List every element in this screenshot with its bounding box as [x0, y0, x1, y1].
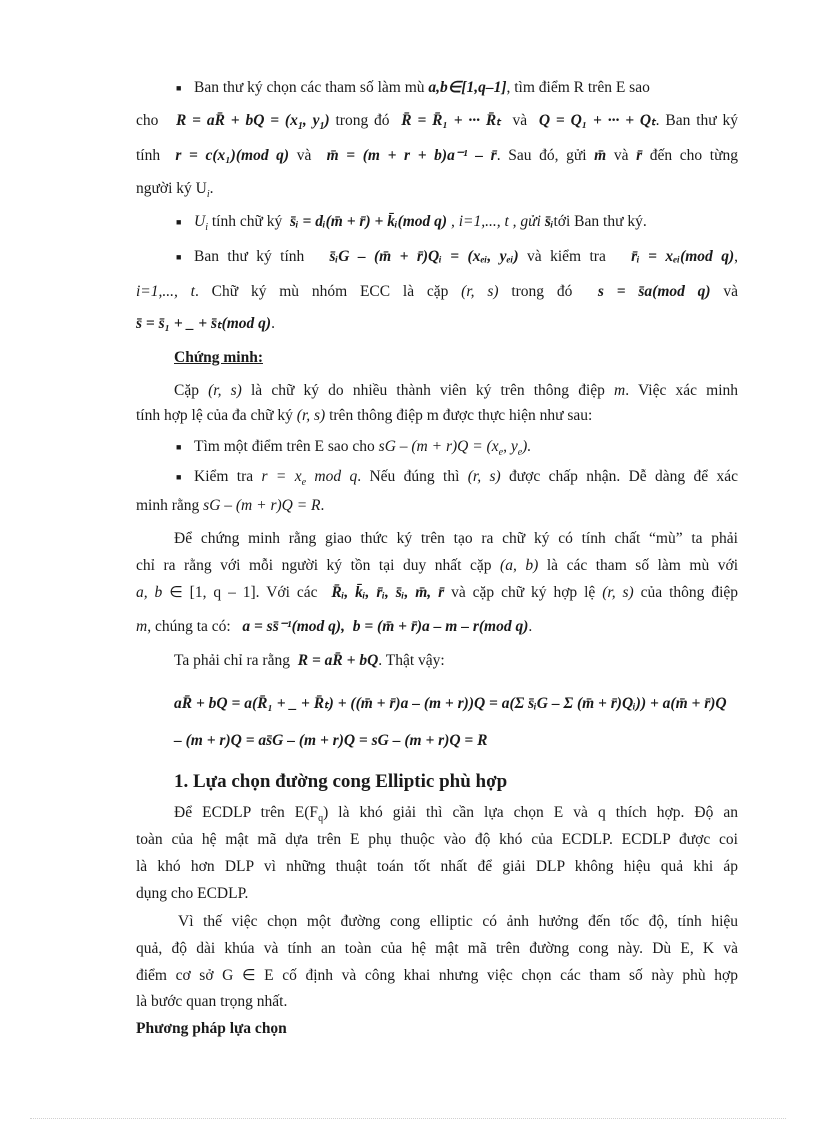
text-line-7: i=1,..., t. Chữ ký mù nhóm ECC là cặp (r, s) trong đó s = s̄a(mod q) và: [136, 283, 739, 300]
paragraph-line: chỉ ra rằng với mỗi người ký tồn tại duy nhất cặp (a, b) là các tham số làm mù với: [136, 557, 738, 574]
bullet-line-5: $U_i$ tính chữ ký s̄ᵢ = dᵢ(m̄ + r̄) + k̄ᵢ(mod q) , i=1,..., t , gửi s̄ᵢtới Ban thư ký.: [194, 213, 647, 234]
bullet-line-find: Tìm một điểm trên E sao cho sG – $(m + r)Q = (x_e$, $y_e$).: [194, 438, 532, 459]
paragraph-line: toàn của hệ mật mã dựa trên E phụ thuộc vào độ khó của ECDLP. ECDLP được coi: [136, 831, 738, 848]
bullet-line-6: Ban thư ký tính s̄ᵢG – (m̄ + r̄)Qᵢ = (xₑᵢ, yₑᵢ) và kiểm tra r̄ᵢ = xₑᵢ(mod q),: [194, 248, 738, 265]
paragraph-line: Vì thế việc chọn một đường cong elliptic có ảnh hưởng đến tốc độ, tính hiệu: [178, 913, 738, 930]
paragraph-line: là khó hơn DLP vì những thuật toán tốt nhất để giải DLP không hiệu quả khi áp: [136, 858, 738, 875]
paragraph-line: Cặp (r, s) là chữ ký do nhiều thành viên ký trên thông điệp m. Việc xác minh: [174, 382, 739, 399]
bullet-line-1: Ban thư ký chọn các tham số làm mù a,b∈[1,q–1], tìm điểm R trên E sao: [194, 79, 650, 96]
paragraph-line: Để chứng minh rằng giao thức ký trên tạo ra chữ ký có tính chất “mù” ta phải: [174, 530, 738, 547]
text-line-2: cho R = aR̄ + bQ = ($x_1$, $y_1$) trong đó R̄ = R̄₁ + ··· R̄ₜ và Q = Q₁ + ··· + Qₜ. Ban thư ký: [136, 112, 739, 133]
paragraph-line: là bước quan trọng nhất.: [136, 993, 288, 1010]
paragraph-line: minh rằng sG – (m + r)Q = R.: [136, 497, 325, 514]
paragraph-line: tính hợp lệ của đa chữ ký (r, s) trên thông điệp m được thực hiện như sau:: [136, 407, 593, 424]
bullet-marker: ■: [176, 442, 182, 452]
paragraph-line: dụng cho ECDLP.: [136, 885, 249, 902]
bullet-marker: ■: [176, 252, 182, 262]
text-line-4: người ký $U_i$.: [136, 180, 214, 201]
text-line-8: s̄ = s̄₁ + _ + s̄ₜ(mod q).: [136, 315, 275, 332]
page-bottom-rule: [30, 1118, 786, 1119]
bullet-line-check: Kiểm tra $r = x_e$ mod q. Nếu đúng thì (r, s) được chấp nhận. Dễ dàng để xác: [194, 468, 738, 489]
bullet-marker: ■: [176, 83, 182, 93]
paragraph-line: Để ECDLP trên $E(F_q)$ là khó giải thì cần lựa chọn E và q thích hợp. Độ an: [174, 804, 739, 825]
subheading: Phương pháp lựa chọn: [136, 1020, 287, 1037]
proof-title: Chứng minh:: [174, 349, 263, 366]
paragraph-line: a, b ∈ [1, q – 1]. Với các R̄ᵢ, k̄ᵢ, r̄ᵢ, s̄ᵢ, m̄, r̄ và cặp chữ ký hợp lệ (r, s) của thông điệp: [136, 584, 739, 601]
section-heading: 1. Lựa chọn đường cong Elliptic phù hợp: [174, 771, 508, 792]
equation-line-2: – (m + r)Q = as̄G – (m + r)Q = sG – (m + r)Q = R: [174, 732, 488, 749]
bullet-marker: ■: [176, 472, 182, 482]
paragraph-line: m, chúng ta có: a = ss̄⁻¹(mod q), b = (m̄ + r̄)a – m – r(mod q).: [136, 618, 533, 635]
paragraph-line: Ta phải chỉ ra rằng R = aR̄ + bQ. Thật vậy:: [174, 652, 445, 669]
equation-line-1: aR̄ + bQ = a(R̄₁ + _ + R̄ₜ) + ((m̄ + r̄)a – (m + r))Q = a(Σ s̄ᵢG – Σ (m̄ + r̄)Qᵢ)) + a(m̄ + r̄)Q: [174, 695, 727, 712]
paragraph-line: điểm cơ sở G ∈ E cố định và công khai nhưng việc chọn các tham số này phù hợp: [136, 967, 738, 984]
text-line-3: tính r = c(x₁)(mod q) và m̄ = (m + r + b)a⁻¹ – r̄. Sau đó, gửi m̄ và r̄ đến cho từng: [136, 147, 739, 164]
paragraph-line: quả, độ dài khúa và tính an toàn của hệ mật mã trên đường cong này. Dù E, K và: [136, 940, 738, 957]
bullet-marker: ■: [176, 217, 182, 227]
